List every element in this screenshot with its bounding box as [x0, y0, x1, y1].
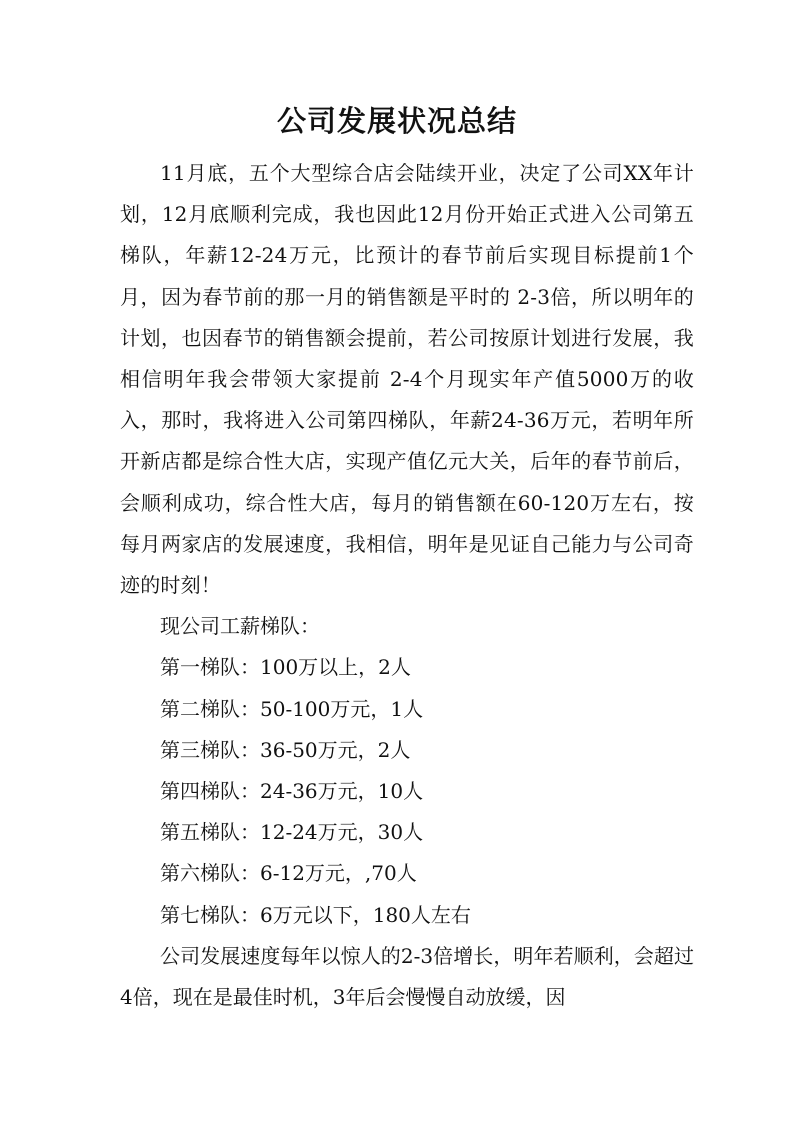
- body-paragraph-opening: 11月底，五个大型综合店会陆续开业，决定了公司XX年计划，12月底顺利完成，我也因此12月份开始正式进入公司第五梯队，年薪12-24万元，比预计的春节前后实现目标提前1个月，因为春节前的那一月的销售额是平时的 2-3倍，所以明年的计划，也因春节的销售额会提前，若公司按原计划进行发展，我相信明年我会带领大家提前 2-4个月现实年产值5000万的收入，那时，我将进入公司第四梯队，年薪24-36万元，若明年所开新店都是综合性大店，实现产值亿元大关，后年的春节前后，会顺利成功，综合性大店，每月的销售额在60-120万左右，按每月两家店的发展速度，我相信，明年是见证自己能力与公司奇迹的时刻！: [120, 161, 694, 598]
- tier-item-5: 第五梯队：12-24万元，30人: [160, 820, 424, 845]
- tier-item-6: 第六梯队：6-12万元，,70人: [160, 861, 417, 886]
- document-title: 公司发展状况总结: [276, 104, 517, 138]
- salary-tier-list: [120, 647, 694, 935]
- tier-item-7: 第七梯队：6万元以下，180人左右: [160, 902, 471, 927]
- body-paragraph-growth: 公司发展速度每年以惊人的2-3倍增长，明年若顺利，会超过4倍，现在是最佳时机，3年后会慢慢自动放缓，因: [120, 943, 694, 1010]
- document-body: [120, 153, 694, 1018]
- tier-item-3: 第三梯队：36-50万元，2人: [160, 737, 411, 762]
- tier-heading: 现公司工薪梯队：: [160, 614, 320, 639]
- tier-item-1: 第一梯队：100万以上，2人: [160, 655, 411, 680]
- tier-item-4: 第四梯队：24-36万元，10人: [160, 779, 424, 804]
- tier-item-2: 第二梯队：50-100万元，1人: [160, 696, 424, 721]
